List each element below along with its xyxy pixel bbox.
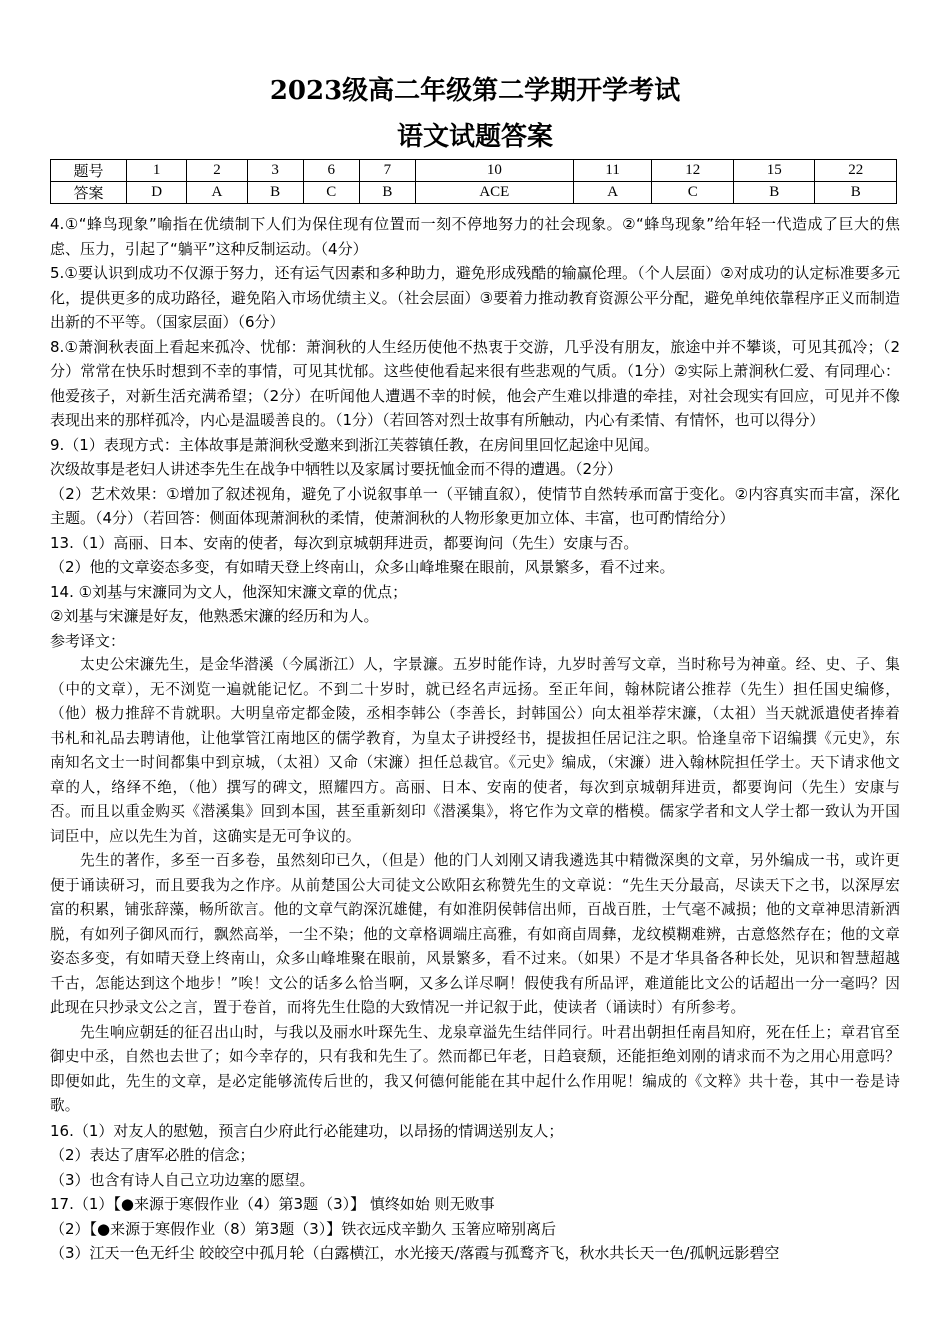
answer-table bbox=[50, 159, 897, 204]
answer-q8: 8.①萧涧秋表面上看起来孤冷、忧郁：萧涧秋的人生经历使他不热衷于交游，几乎没有朋友，旅途中并不攀谈，可见其孤冷；（2分）常常在快乐时想到不幸的事情，可见其忧郁。这些使他看起来很有些悲观的气质。（1分）②实际上萧涧秋仁爱、有同理心：他爱孩子，对新生活充满希望；（2分）在听闻他人遭遇不幸的时候，他会产生难以排遣的牵挂，对社会现实有回应，可见并不像表现出来的那样孤冷，内心是温暖善良的。（1分）（若回答对烈士故事有所触动，内心有柔情、有情怀，也可以得分） bbox=[50, 337, 900, 429]
table-cell: 11 bbox=[573, 160, 652, 182]
table-cell: 3 bbox=[247, 160, 303, 182]
table-cell: 7 bbox=[359, 160, 415, 182]
translation-paragraph: 先生的著作，多至一百多卷，虽然刻印已久，（但是）他的门人刘刚又请我遴选其中精微深奥的文章，另外编成一书，或许更便于诵读研习，而且要我为之作序。从前楚国公大司徒文公欧阳玄称赞先生的文章说：“先生天分最高，尽读天下之书，以深厚宏富的积累，铺张辞藻，畅所欲言。他的文章气韵深沉雄健，有如淮阴侯韩信出师，百战百胜，士气毫不减损；他的文章神思清新洒脱，有如列子御风而行，飘然高举，一尘不染；他的文章格调端庄高雅，有如商卣周彝，龙纹模糊难辨，古意悠然存在；他的文章姿态多变，有如晴天登上终南山，众多山峰堆聚在眼前，风景繁多，看不过来。（如果）不是才华具备各种长处，见识和智慧超越千古，怎能达到这个地步！”唉！文公的话多么恰当啊，又多么详尽啊！假使我有所品评，难道能比文公的话超出一分一毫吗？因此现在只抄录文公之言，置于卷首，而将先生仕隐的大致情况一并记叙于此，使读者（诵读时）有所参考。 bbox=[50, 852, 900, 1016]
answer-q14-point2: ②刘基与宋濂是好友，他熟悉宋濂的经历和为人。 bbox=[50, 607, 379, 625]
answer-q9-part1-cont: 次级故事是老妇人讲述李先生在战争中牺牲以及家属讨要抚恤金而不得的遭遇。（2分） bbox=[50, 460, 623, 478]
table-cell: D bbox=[127, 182, 187, 204]
table-cell: 6 bbox=[303, 160, 359, 182]
table-cell: A bbox=[187, 182, 247, 204]
translation-paragraph: 先生响应朝廷的征召出山时，与我以及丽水叶琛先生、龙泉章溢先生结伴同行。叶君出朝担任南昌知府，死在任上；章君官至御史中丞，自然也去世了；如今幸存的，只有我和先生了。然而都已年老，日趋衰颓，还能拒绝刘刚的请求而不为之用心用意吗？即便如此，先生的文章，是必定能够流传后世的，我又何德何能能在其中起什么作用呢！编成的《文粹》共十卷，其中一卷是诗歌。 bbox=[50, 1023, 900, 1114]
table-cell: 2 bbox=[187, 160, 247, 182]
answer-q16-part1: 16.（1）对友人的慰勉，预言白少府此行必能建功，以昂扬的情调送别友人； bbox=[50, 1121, 564, 1140]
table-cell: A bbox=[573, 182, 652, 204]
answer-q14-point1: 14. ①刘基与宋濂同为文人，他深知宋濂文章的优点； bbox=[50, 582, 408, 601]
answer-subtitle: 语文试题答案 bbox=[396, 122, 553, 152]
table-cell: ACE bbox=[415, 182, 573, 204]
table-cell: 22 bbox=[815, 160, 897, 182]
table-row-label: 答案 bbox=[51, 182, 127, 204]
answer-q17-part3: （3）江天一色无纤尘 皎皎空中孤月轮（白露横江，水光接天/落霞与孤鹜齐飞，秋水共长天一色/孤帆远影碧空 bbox=[50, 1244, 780, 1262]
table-cell: B bbox=[733, 182, 814, 204]
answer-q17-part2: （2）【●来源于寒假作业（8）第3题（3）】铁衣远戍辛勤久 玉箸应啼别离后 bbox=[50, 1219, 557, 1238]
answer-q16-part2: （2）表达了唐军必胜的信念； bbox=[50, 1146, 255, 1164]
question-number-row bbox=[51, 160, 897, 182]
table-cell: 10 bbox=[415, 160, 573, 182]
answer-q5: 5.①要认识到成功不仅源于努力，还有运气因素和多种助力，避免形成残酷的输赢伦理。（个人层面）②对成功的认定标准要多元化，提供更多的成功路径，避免陷入市场优绩主义。（社会层面）③要着力推动教育资源公平分配，避免单纯依靠程序正义而制造出新的不平等。（国家层面）（6分） bbox=[50, 264, 900, 331]
translation-heading: 参考译文： bbox=[50, 631, 126, 650]
table-row-label: 题号 bbox=[51, 160, 127, 182]
answer-q13-part2: （2）他的文章姿态多变，有如晴天登上终南山，众多山峰堆聚在眼前，风景繁多，看不过来。 bbox=[50, 558, 675, 576]
table-cell: 15 bbox=[733, 160, 814, 182]
answer-q13-part1: 13.（1）高丽、日本、安南的使者，每次到京城朝拜进贡，都要询问（先生）安康与否。 bbox=[50, 533, 639, 552]
answer-q17-part1: 17.（1）【●来源于寒假作业（4）第3题（3）】 慎终如始 则无败事 bbox=[50, 1195, 495, 1213]
table-cell: 1 bbox=[127, 160, 187, 182]
answer-row bbox=[51, 182, 897, 204]
answer-body bbox=[50, 212, 900, 1266]
table-cell: C bbox=[303, 182, 359, 204]
answer-q16-part3: （3）也含有诗人自己立功边塞的愿望。 bbox=[50, 1170, 315, 1189]
answer-q9-part1: 9.（1）表现方式：主体故事是萧涧秋受邀来到浙江芙蓉镇任教，在房间里回忆起途中见闻。 bbox=[50, 435, 659, 454]
table-cell: B bbox=[247, 182, 303, 204]
translation-paragraph: 太史公宋濂先生，是金华潜溪（今属浙江）人，字景濂。五岁时能作诗，九岁时善写文章，当时称号为神童。经、史、子、集（中的文章），无不浏览一遍就能记忆。不到二十岁时，就已经名声远扬。至正年间，翰林院诸公推荐（先生）担任国史编修，（他）极力推辞不肯就职。大明皇帝定都金陵，丞相李韩公（李善长，封韩国公）向太祖举荐宋濂，（太祖）当天就派遣使者捧着书札和礼品去聘请他，让他掌管江南地区的儒学教育，为皇太子讲授经书，提拔担任居记注之职。恰逢皇帝下诏编撰《元史》，东南知名文士一时间都集中到京城，（太祖）又命（宋濂）担任总裁官。《元史》编成，（宋濂）进入翰林院担任学士。天下请求他文章的人，络绎不绝，（他）撰写的碑文，照耀四方。高丽、日本、安南的使者，每次到京城朝拜进贡，都要询问（先生）安康与否。而且以重金购买《潜溪集》回到本国，甚至重新刻印《潜溪集》，将它作为文章的楷模。儒家学者和文人学士都一致认为开国词臣中，应以先生为首，这确实是无可争议的。 bbox=[50, 656, 900, 845]
table-cell: B bbox=[359, 182, 415, 204]
answer-q4: 4.①“蜂鸟现象”喻指在优绩制下人们为保住现有位置而一刻不停地努力的社会现象。②“蜂鸟现象”给年轻一代造成了巨大的焦虑、压力，引起了“躺平”这种反制运动。（4分） bbox=[50, 215, 900, 258]
answer-q9-part2: （2）艺术效果：①增加了叙述视角，避免了小说叙事单一（平铺直叙），使情节自然转承而富于变化。②内容真实而丰富，深化主题。（4分）（若回答：侧面体现萧涧秋的柔情，使萧涧秋的人物形象更加立体、丰富，也可酌情给分） bbox=[50, 484, 900, 527]
table-cell: B bbox=[815, 182, 897, 204]
table-cell: 12 bbox=[652, 160, 733, 182]
exam-title: 2023级高二年级第二学期开学考试 bbox=[269, 76, 681, 106]
table-cell: C bbox=[652, 182, 733, 204]
